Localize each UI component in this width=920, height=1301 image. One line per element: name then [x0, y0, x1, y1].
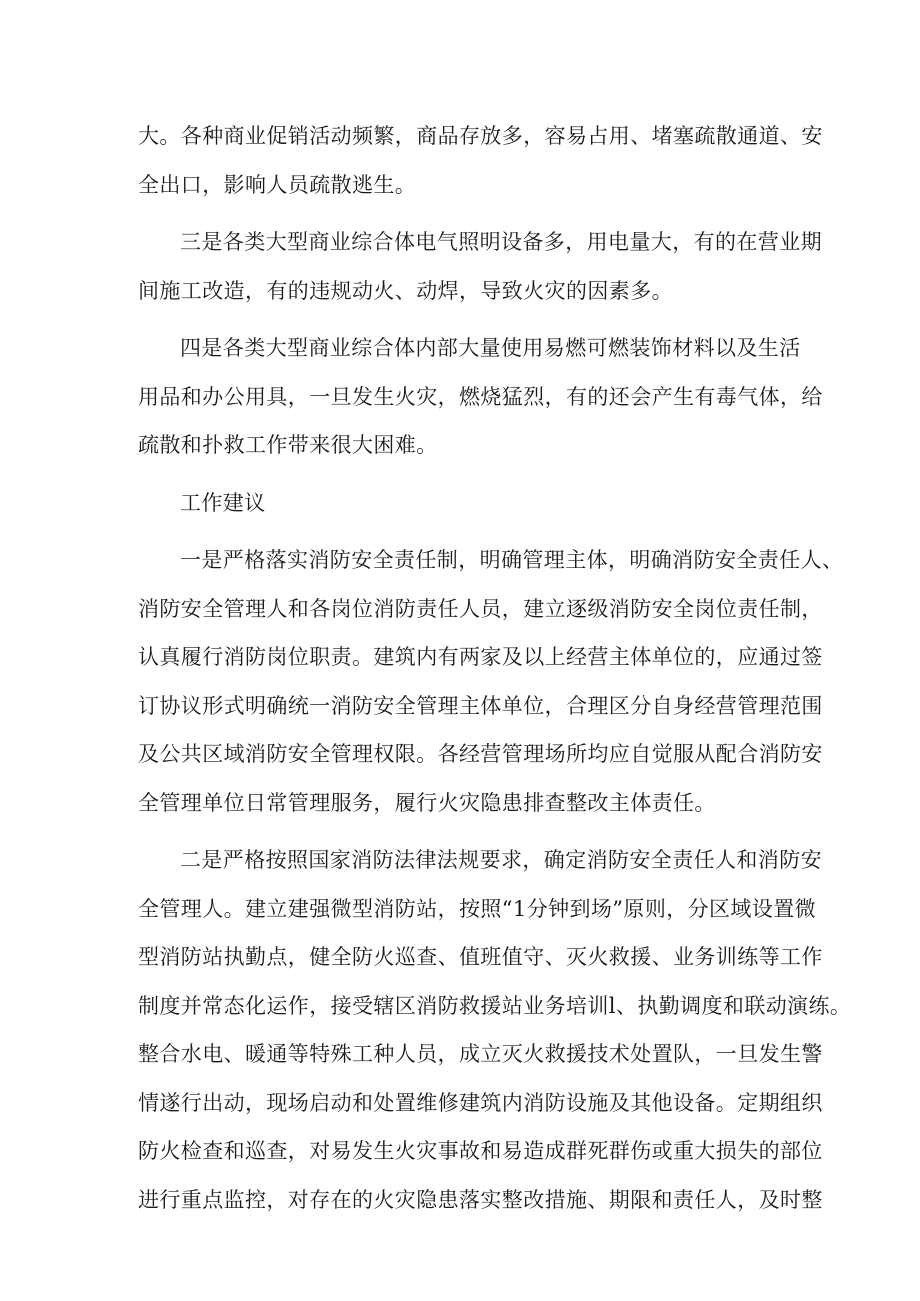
text-line: 情遂行出动，现场启动和处置维修建筑内消防设施及其他设备。定期组织	[138, 1090, 823, 1115]
text-line: 用品和办公用具，一旦发生火灾，燃烧猛烈，有的还会产生有毒气体，给	[138, 384, 823, 409]
text-line: 三是各类大型商业综合体电气照明设备多，用电量大，有的在营业期	[180, 230, 822, 254]
text-line: 消防安全管理人和各岗位消防责任人员，建立逐级消防安全岗位责任制，	[138, 596, 823, 621]
text-line: 全管理人。建立建强微型消防站，按照“1分钟到场”原则，分区域设置微	[138, 896, 817, 921]
text-line: 防火检查和巡查，对易发生火灾事故和易造成群死群伤或重大损失的部位	[138, 1139, 823, 1163]
paragraph-suggestion-one	[138, 536, 844, 827]
text-line: 二是严格按照国家消防法律法规要求，确定消防安全责任人和消防安	[180, 848, 822, 872]
text-line: 整合水电、暖通等特殊工种人员，成立灭火救援技术处置队，一旦发生警	[138, 1042, 823, 1066]
paragraph-point-four	[138, 324, 823, 470]
text-line: 疏散和扑救工作带来很大困难。	[138, 433, 438, 457]
text-line: 及公共区域消防安全管理权限。各经营管理场所均应自觉服从配合消防安	[138, 742, 823, 766]
text-line: 间施工改造，有的违规动火、动焊，导致火灾的因素多。	[138, 278, 673, 303]
text-line: 型消防站执勤点，健全防火巡查、值班值守、灭火救援、业务训练等工作	[138, 945, 823, 969]
text-line: 进行重点监控，对存在的火灾隐患落实整改措施、期限和责任人，及时整	[138, 1187, 823, 1212]
text-line: 一是严格落实消防安全责任制，明确管理主体，明确消防安全责任人、	[180, 548, 844, 572]
section-heading: 工作建议	[180, 490, 266, 515]
text-line: 认真履行消防岗位职责。建筑内有两家及以上经营主体单位的，应通过签	[138, 645, 823, 669]
section-heading-work-suggestions	[138, 479, 788, 528]
paragraph-overcrowding-continuation	[138, 112, 823, 209]
text-line: 全管理单位日常管理服务，履行火灾隐患排查整改主体责任。	[138, 790, 716, 815]
paragraph-suggestion-two	[138, 836, 852, 1224]
text-line: 四是各类大型商业综合体内部大量使用易燃可燃装饰材料以及生活	[180, 336, 801, 360]
text-line: 制度并常态化运作，接受辖区消防救援站业务培训l、执勤调度和联动演练。	[138, 993, 852, 1018]
text-line: 大。各种商业促销活动频繁，商品存放多，容易占用、堵塞疏散通道、安	[138, 124, 823, 148]
document-body	[138, 112, 852, 1233]
text-line: 全出口，影响人员疏散逃生。	[138, 172, 417, 197]
text-line: 订协议形式明确统一消防安全管理主体单位，合理区分自身经营管理范围	[138, 693, 823, 718]
paragraph-point-three	[138, 218, 822, 315]
